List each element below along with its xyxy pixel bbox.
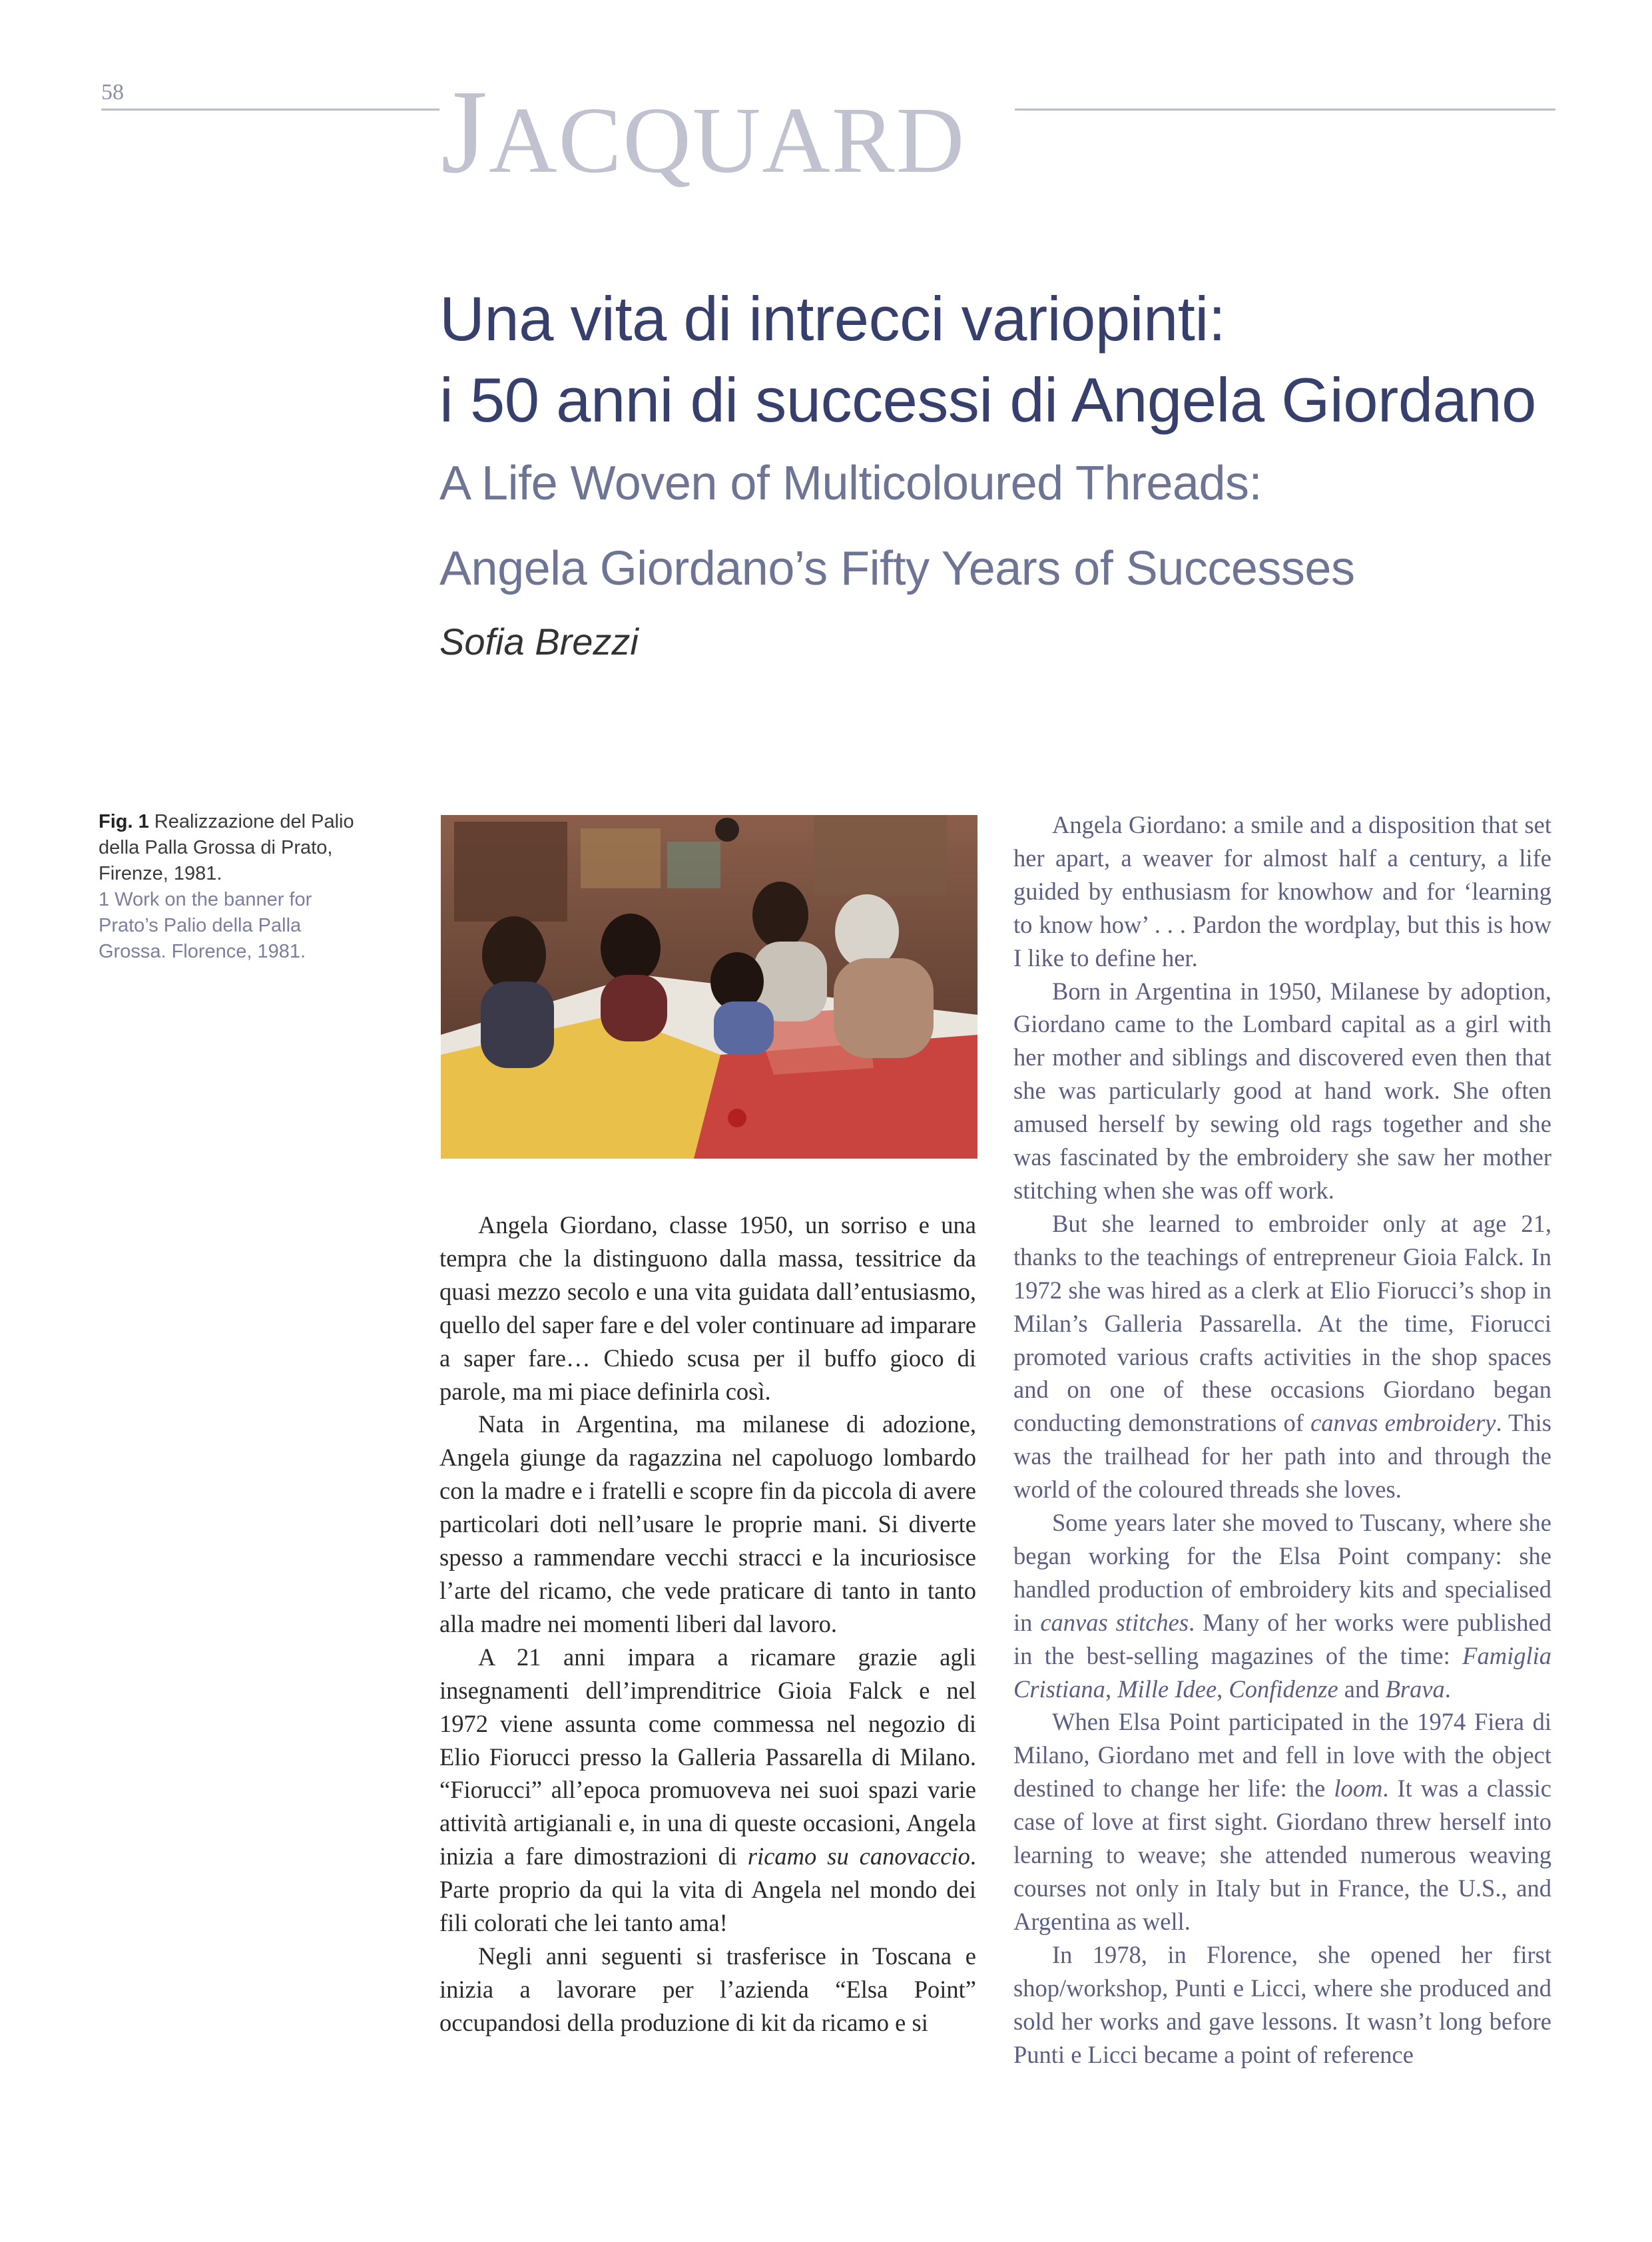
caption-italian-text: Realizzazione del Palio della Palla Grossa di Prato, Firenze, 1981. — [99, 811, 354, 884]
italian-text-column — [439, 1209, 976, 2040]
english-p3-text-b: . This was the trailhead for her path into and through the world of the coloured threads she loves. — [1013, 1409, 1552, 1504]
english-p4-text-f: . — [1444, 1675, 1451, 1703]
english-p4-italic-1: canvas stitches — [1040, 1608, 1189, 1636]
italian-paragraph-3 — [439, 1641, 976, 1940]
title-block — [439, 278, 1571, 669]
italian-paragraph-1: Angela Giordano, classe 1950, un sorriso e una tempra che la distinguono dalla massa, tessitrice da quasi mezzo secolo e una vita guidata dall’entusiasmo, quello del saper fare e del voler continuare ad imparare a saper fare… Chiedo scusa per il buffo gioco di parole, ma mi piace definirla così. — [439, 1211, 976, 1405]
photo-illustration — [441, 815, 977, 1159]
english-p4-text-e: and — [1338, 1675, 1386, 1703]
title-italian-line1: Una vita di intrecci variopinti: — [439, 284, 1226, 354]
italian-paragraph-4: Negli anni seguenti si trasferisce in Toscana e inizia a lavorare per l’azienda “Elsa Point” occupandosi della produzione di kit da ricamo e si — [439, 1942, 976, 2036]
english-p4-text-d: , — [1217, 1675, 1229, 1703]
english-p4-italic-5: Brava — [1385, 1675, 1445, 1703]
english-paragraph-1: Angela Giordano: a smile and a disposition that set her apart, a weaver for almost half a century, a life guided by enthusiasm for knowhow and for ‘learning to know how’ . . . Pardon the wordplay, but this is how I like to define her. — [1013, 811, 1551, 972]
italian-paragraph-2: Nata in Argentina, ma milanese di adozione, Angela giunge da ragazzina nel capoluogo lombardo con la madre e i fratelli e scopre fin da piccola di avere particolari doti nell’usare le proprie mani. Si diverte spesso a rammendare vecchi stracci e la incuriosisce l’arte del ricamo, che vede praticare di tanto in tanto alla madre nei momenti liberi dal lavoro. — [439, 1410, 976, 1637]
italian-p3-text-a: A 21 anni impara a ricamare grazie agli insegnamenti dell’imprenditrice Gioia Falck e nel 1972 viene assunta come commessa nel negozio di Elio Fiorucci presso la Galleria Passarella di Milano. “Fiorucci” all’epoca promuoveva nei suoi spazi varie attività artigianali e, in una di queste occasioni, Angela inizia a fare dimostrazioni di — [439, 1643, 976, 1870]
english-paragraph-3 — [1013, 1207, 1551, 1506]
english-p3-text-a: But she learned to embroider only at age 21, thanks to the teachings of entrepreneur Gioia Falck. In 1972 she was hired as a clerk at Elio Fiorucci’s shop in Milan’s Galleria Passarella. At the time, Fiorucci promoted various crafts activities in the shop spaces and on one of these occasions Giordano began conducting demonstrations of — [1013, 1209, 1551, 1437]
english-p4-italic-4: Confidenze — [1229, 1675, 1338, 1703]
running-head-rest: ACQUARD — [489, 87, 966, 192]
english-p4-italic-2: Famiglia Cristiana — [1013, 1641, 1551, 1703]
author-name: Sofia Brezzi — [439, 621, 639, 663]
english-paragraph-5 — [1013, 1705, 1551, 1938]
english-p4-italic-3: Mille Idee — [1117, 1675, 1217, 1703]
header-rule-left — [101, 109, 439, 111]
english-p5-text-a: When Elsa Point participated in the 1974 Fiera di Milano, Giordano met and fell in love with the object destined to change her life: the — [1013, 1708, 1551, 1803]
title-italian-line2: i 50 anni di successi di Angela Giordano — [439, 365, 1536, 435]
title-english-line1: A Life Woven of Multicoloured Threads: — [439, 457, 1262, 510]
caption-fig-label: Fig. 1 — [99, 811, 149, 832]
english-p5-text-b: . It was a classic case of love at first sight. Giordano threw herself into learning to weave; she attended numerous weaving courses not only in Italy but in France, the U.S., and Argentina as well. — [1013, 1775, 1551, 1935]
figure-caption — [99, 809, 365, 965]
english-p4-text-a: Some years later she moved to Tuscany, where she began working for the Elsa Point company: she handled production of embroidery kits and specialised in — [1013, 1509, 1551, 1636]
page-number: 58 — [101, 80, 124, 105]
caption-italian — [99, 809, 365, 887]
english-p3-italic: canvas embroidery — [1310, 1409, 1496, 1437]
english-p5-italic: loom — [1334, 1775, 1383, 1803]
english-p4-text-c: , — [1105, 1675, 1118, 1703]
english-p4-text-b: . Many of her works were published in the best-selling magazines of the time: — [1013, 1608, 1551, 1669]
italian-p3-text-b: . Parte proprio da qui la vita di Angela nel mondo dei fili colorati che lei tanto ama! — [439, 1842, 976, 1937]
title-english-line2: Angela Giordano’s Fifty Years of Successes — [439, 542, 1355, 595]
running-head — [441, 65, 987, 198]
running-head-initial: J — [441, 65, 489, 198]
english-text-column — [1013, 808, 1551, 2071]
english-paragraph-4 — [1013, 1506, 1551, 1705]
caption-english: 1 Work on the banner for Prato’s Palio della Palla Grossa. Florence, 1981. — [99, 889, 312, 962]
english-paragraph-2: Born in Argentina in 1950, Milanese by adoption, Giordano came to the Lombard capital as a girl with her mother and siblings and discovered even then that she was particularly good at hand work. She often amused herself by sewing old rags together and she was fascinated by the embroidery she saw her mother stitching when she was off work. — [1013, 977, 1551, 1204]
header-rule-right — [1015, 109, 1555, 111]
italian-p3-italic: ricamo su canovaccio — [747, 1842, 970, 1870]
english-paragraph-6: In 1978, in Florence, she opened her first shop/workshop, Punti e Licci, where she produced and sold her works and gave lessons. It wasn’t long before Punti e Licci became a point of reference — [1013, 1940, 1551, 2068]
figure-photo — [441, 815, 977, 1159]
